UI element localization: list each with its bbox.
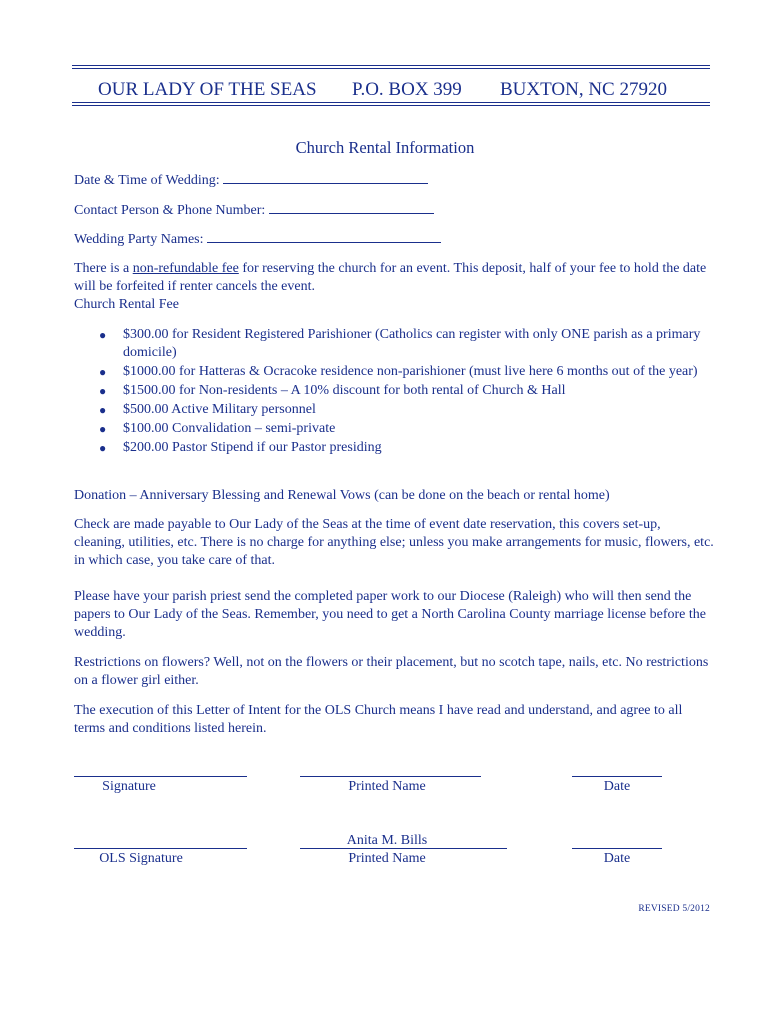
fee-text: $1500.00 for Non-residents – A 10% discount for both rental of Church & Hall: [123, 383, 566, 398]
list-item: [74, 439, 714, 457]
contact-blank[interactable]: [269, 201, 434, 214]
fee-heading: Church Rental Fee: [74, 297, 179, 312]
fee-text: $300.00 for Resident Registered Parishioner (Catholics can register with only ONE parish as a primary domicile): [123, 327, 701, 360]
contact-label: Contact Person & Phone Number:: [74, 203, 266, 218]
parish-name: OUR LADY OF THE SEAS: [98, 79, 317, 100]
donation-paragraph: Donation – Anniversary Blessing and Renewal Vows (can be done on the beach or rental home): [74, 488, 610, 503]
page-title: Church Rental Information: [295, 138, 475, 157]
bullet-icon: ●: [99, 328, 107, 342]
letterhead-bottom-rule: [72, 102, 710, 108]
party-names-label: Wedding Party Names:: [74, 232, 204, 247]
ols-signature-label: OLS Signature: [99, 851, 183, 866]
signature-line[interactable]: [74, 776, 247, 777]
party-names-blank[interactable]: [207, 230, 441, 243]
po-box: P.O. BOX 399: [352, 79, 462, 100]
signature-label: Signature: [102, 779, 156, 794]
deposit-text-prefix: There is a: [74, 261, 133, 276]
printed-name-line[interactable]: [300, 776, 481, 777]
ols-signature-line[interactable]: [74, 848, 247, 849]
date-time-blank[interactable]: [223, 171, 428, 184]
bullet-icon: ●: [99, 403, 107, 417]
list-item: [74, 363, 714, 381]
date-line[interactable]: [572, 776, 662, 777]
checks-paragraph: Check are made payable to Our Lady of the Seas at the time of event date reservation, this covers set-up, cleaning, utilities, etc. There is no charge for anything else; unless you make arrangements for music, flowers, etc. in which case, you take care of that.: [74, 517, 714, 568]
ols-date-label: Date: [603, 851, 631, 866]
bullet-icon: ●: [99, 384, 107, 398]
list-item: [74, 326, 714, 362]
flowers-paragraph: Restrictions on flowers? Well, not on the flowers or their placement, but no scotch tape, nails, etc. No restrictions on a flower girl either.: [74, 655, 709, 688]
ols-printed-name-line[interactable]: [300, 848, 507, 849]
date-time-label: Date & Time of Wedding:: [74, 173, 220, 188]
priest-paragraph: Please have your parish priest send the completed paper work to our Diocese (Raleigh) who will then send the papers to Our Lady of the Seas. Remember, you need to get a North Carolina County marriage license before the wedding.: [74, 589, 706, 640]
intent-paragraph: The execution of this Letter of Intent for the OLS Church means I have read and understand, and agree to all terms and conditions listed herein.: [74, 703, 683, 736]
fee-text: $1000.00 for Hatteras & Ocracoke residence non-parishioner (must live here 6 months out of the year): [123, 364, 698, 379]
deposit-paragraph: [74, 260, 714, 314]
list-item: [74, 401, 714, 419]
letterhead-top-rule: [72, 65, 710, 71]
date-time-field: [74, 171, 714, 190]
non-refundable-fee: non-refundable fee: [132, 261, 239, 276]
printed-name-label: Printed Name: [348, 779, 426, 794]
list-item: [74, 382, 714, 400]
ols-printed-name-value: Anita M. Bills: [346, 833, 428, 848]
list-item: [74, 420, 714, 438]
contact-field: [74, 201, 714, 220]
bullet-icon: ●: [99, 422, 107, 436]
ols-date-line[interactable]: [572, 848, 662, 849]
bullet-icon: ●: [99, 441, 107, 455]
fee-text: $500.00 Active Military personnel: [123, 402, 316, 417]
deposit-text-suffix: for reserving the church for an event. This deposit, half of your fee to hold the date will be forfeited if renter cancels the event.: [74, 261, 707, 294]
fee-text: $100.00 Convalidation – semi-private: [123, 421, 336, 436]
fee-list: [74, 326, 714, 458]
revision-note: REVISED 5/2012: [638, 904, 710, 914]
party-names-field: [74, 230, 714, 249]
bullet-icon: ●: [99, 365, 107, 379]
fee-text: $200.00 Pastor Stipend if our Pastor presiding: [123, 440, 382, 455]
date-label: Date: [603, 779, 631, 794]
ols-printed-name-label: Printed Name: [348, 851, 426, 866]
letterhead: [72, 78, 710, 102]
city-state-zip: BUXTON, NC 27920: [500, 79, 667, 100]
